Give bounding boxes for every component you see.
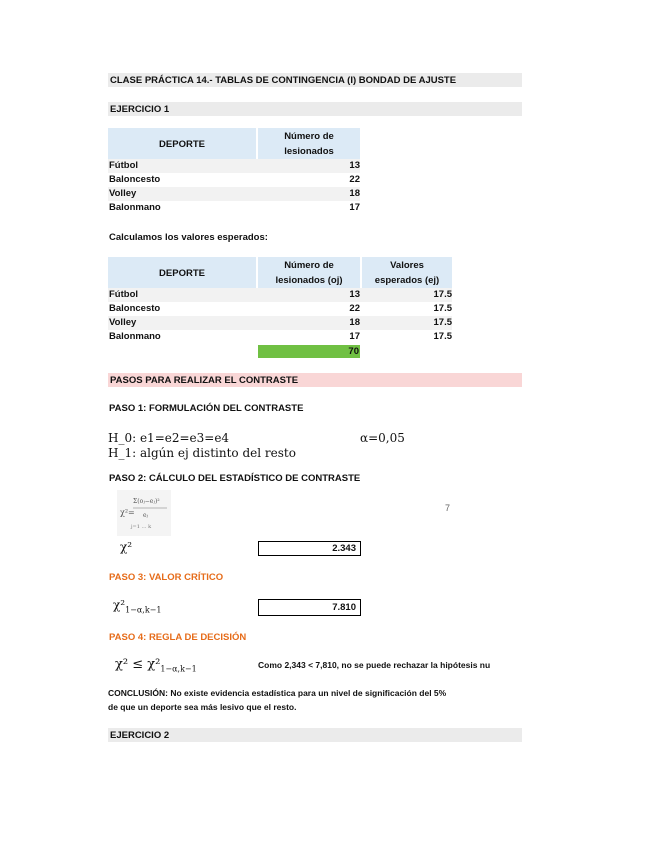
svg-text:eⱼ: eⱼ xyxy=(143,512,149,519)
expected-note: Calculamos los valores esperados: xyxy=(109,232,268,243)
critical-value-cell: 7.810 xyxy=(258,599,361,616)
table1-row: Fútbol 13 xyxy=(109,160,360,171)
step2-title: PASO 2: CÁLCULO DEL ESTADÍSTICO DE CONTRASTE xyxy=(109,473,361,484)
table1-header-sport: DEPORTE xyxy=(108,128,256,160)
step3-title: PASO 3: VALOR CRÍTICO xyxy=(109,572,224,583)
h0-formula: H_0: e1=e2=e3=e4 xyxy=(108,431,230,445)
title-band xyxy=(108,73,522,87)
conclusion-line1: CONCLUSIÓN: No existe evidencia estadística para un nivel de significación del 5% xyxy=(108,688,447,698)
h1-formula: H_1: algún ej distinto del resto xyxy=(108,446,296,460)
step4-title: PASO 4: REGLA DE DECISIÓN xyxy=(109,632,247,643)
table2-row: Volley 18 17.5 xyxy=(109,317,452,328)
exercise1-band xyxy=(108,102,522,116)
table1-row: Balonmano 17 xyxy=(109,202,360,213)
table2-header-sport: DEPORTE xyxy=(108,257,256,289)
page-title: CLASE PRÁCTICA 14.- TABLAS DE CONTINGENCIA (I) BONDAD DE AJUSTE xyxy=(110,74,457,86)
table2-header-expected: Valores esperados (ej) xyxy=(362,257,452,289)
svg-text:Σ(oⱼ−eⱼ)²: Σ(oⱼ−eⱼ)² xyxy=(133,498,160,505)
table2-row: Balonmano 17 17.5 xyxy=(109,331,452,342)
table1-row: Volley 18 xyxy=(109,188,360,199)
table2-row: Fútbol 13 17.5 xyxy=(109,289,452,300)
total-cell: 70 xyxy=(258,345,360,358)
table2-header-observed: Número de lesionados (oj) xyxy=(258,257,360,289)
side-number: 7 xyxy=(445,503,451,513)
step1-title: PASO 1: FORMULACIÓN DEL CONTRASTE xyxy=(109,403,304,414)
steps-heading: PASOS PARA REALIZAR EL CONTRASTE xyxy=(110,374,299,386)
alpha-value: α=0,05 xyxy=(360,431,405,445)
table2-row: Baloncesto 22 17.5 xyxy=(109,303,452,314)
conclusion-line2: de que un deporte sea más lesivo que el resto. xyxy=(108,702,297,712)
table1-header-injured: Número de lesionados xyxy=(258,128,360,160)
chi-square-value-cell: 2.343 xyxy=(258,541,361,556)
decision-text: Como 2,343 < 7,810, no se puede rechazar la hipótesis nu xyxy=(258,660,491,670)
steps-band xyxy=(108,373,522,387)
exercise2-band xyxy=(108,728,522,742)
exercise1-heading: EJERCICIO 1 xyxy=(110,103,170,115)
critical-value-label: $\chi^2_{1-\alpha,k-1}$ xyxy=(113,598,162,615)
decision-rule-formula: $\chi^2 \le \chi^2_{1-\alpha,k-1}$ xyxy=(115,657,197,674)
chi-square-formula-image xyxy=(117,490,171,536)
svg-text:j=1 … k: j=1 … k xyxy=(131,524,152,530)
exercise2-heading: EJERCICIO 2 xyxy=(110,729,170,741)
table1-row: Baloncesto 22 xyxy=(109,174,360,185)
svg-text:χ²=: χ²= xyxy=(120,508,135,517)
chi-square-label: χ² xyxy=(120,540,133,554)
